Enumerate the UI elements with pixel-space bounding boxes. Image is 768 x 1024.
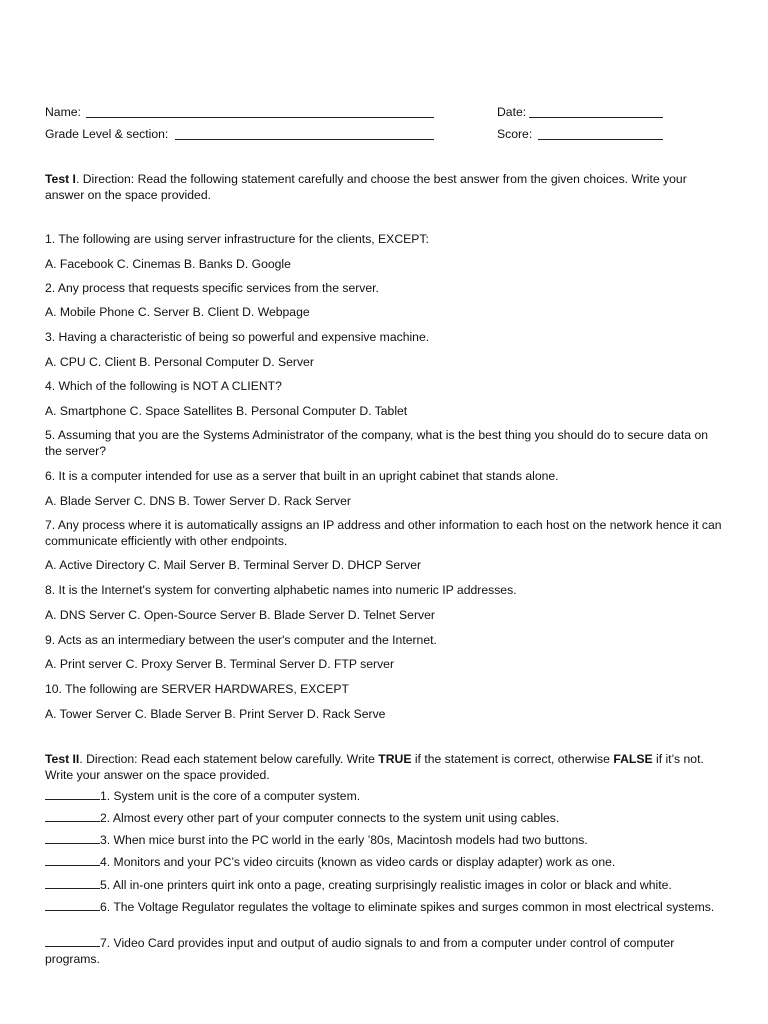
answer-blank-2[interactable] [45,810,100,822]
choices-7: A. Active Directory C. Mail Server B. Terminal Server D. DHCP Server [45,558,422,572]
tf-item-7 [45,935,725,968]
tf-text-2: 2. Almost every other part of your computer connects to the system unit using cables. [100,811,560,825]
choices-6: A. Blade Server C. DNS B. Tower Server D. Rack Server [45,494,351,508]
answer-blank-6[interactable] [45,899,100,911]
choices-10: A. Tower Server C. Blade Server B. Print Server D. Rack Serve [45,707,386,721]
grade-section-field[interactable] [175,127,434,140]
answer-blank-1[interactable] [45,788,100,800]
question-10: 10. The following are SERVER HARDWARES, EXCEPT [45,682,349,696]
test1-title: Test I [45,172,76,186]
tf-text-3: 3. When mice burst into the PC world in the early ’80s, Macintosh models had two buttons. [100,833,588,847]
tf-item-6 [45,899,725,916]
question-9: 9. Acts as an intermediary between the user's computer and the Internet. [45,633,437,647]
name-label: Name: [45,105,81,119]
question-2: 2. Any process that requests specific services from the server. [45,281,379,295]
tf-item-5 [45,877,725,894]
date-field[interactable] [529,105,663,118]
date-label: Date: [497,105,527,119]
choices-8: A. DNS Server C. Open-Source Server B. Blade Server D. Telnet Server [45,608,435,622]
answer-blank-7[interactable] [45,935,100,947]
true-word: TRUE [378,752,412,766]
header-row-1 [45,105,725,121]
test1-direction [45,172,725,204]
tf-text-4: 4. Monitors and your PC’s video circuits (known as video cards or display adapter) work as one. [100,855,616,869]
tf-item-1 [45,788,725,805]
choices-3: A. CPU C. Client B. Personal Computer D. Server [45,355,314,369]
test2-direction [45,752,725,784]
question-4: 4. Which of the following is NOT A CLIENT? [45,379,282,393]
question-8: 8. It is the Internet's system for converting alphabetic names into numeric IP addresses. [45,583,517,597]
tf-text-7: 7. Video Card provides input and output of audio signals to and from a computer under control of computer programs. [45,936,675,966]
question-3: 3. Having a characteristic of being so powerful and expensive machine. [45,330,430,344]
test2-direction-b: if the statement is correct, otherwise [411,752,614,766]
grade-label: Grade Level & section: [45,127,169,141]
question-5: 5. Assuming that you are the Systems Administrator of the company, what is the best thing you should do to secure data on the server? [45,428,709,458]
tf-item-2 [45,810,725,827]
score-label: Score: [497,127,533,141]
choices-2: A. Mobile Phone C. Server B. Client D. Webpage [45,305,310,319]
test2-title: Test II [45,752,80,766]
false-word: FALSE [613,752,653,766]
choices-9: A. Print server C. Proxy Server B. Terminal Server D. FTP server [45,657,395,671]
tf-text-1: 1. System unit is the core of a computer system. [100,789,361,803]
question-1: 1. The following are using server infrastructure for the clients, EXCEPT: [45,232,429,246]
question-7: 7. Any process where it is automatically assigns an IP address and other information to each host on the network hence it can communicate efficiently with other endpoints. [45,518,722,548]
tf-text-6: 6. The Voltage Regulator regulates the voltage to eliminate spikes and surges common in most electrical systems. [100,900,715,914]
answer-blank-5[interactable] [45,877,100,889]
test2-direction-a: . Direction: Read each statement below carefully. Write [79,752,379,766]
name-field[interactable] [86,105,434,118]
tf-item-4 [45,854,725,871]
answer-blank-3[interactable] [45,832,100,844]
answer-blank-4[interactable] [45,854,100,866]
test1-direction-text: . Direction: Read the following statement carefully and choose the best answer from the given choices. Write your answer on the space provided. [45,172,687,202]
header-row-2 [45,127,725,143]
test2-direction-c: if it’s not. Write your answer on the space provided. [45,752,704,782]
score-field[interactable] [538,127,663,140]
choices-4: A. Smartphone C. Space Satellites B. Personal Computer D. Tablet [45,404,408,418]
choices-1: A. Facebook C. Cinemas B. Banks D. Google [45,257,291,271]
question-6: 6. It is a computer intended for use as a server that built in an upright cabinet that stands alone. [45,469,559,483]
tf-item-3 [45,832,725,849]
tf-text-5: 5. All in-one printers quirt ink onto a page, creating surprisingly realistic images in color or black and white. [100,878,672,892]
